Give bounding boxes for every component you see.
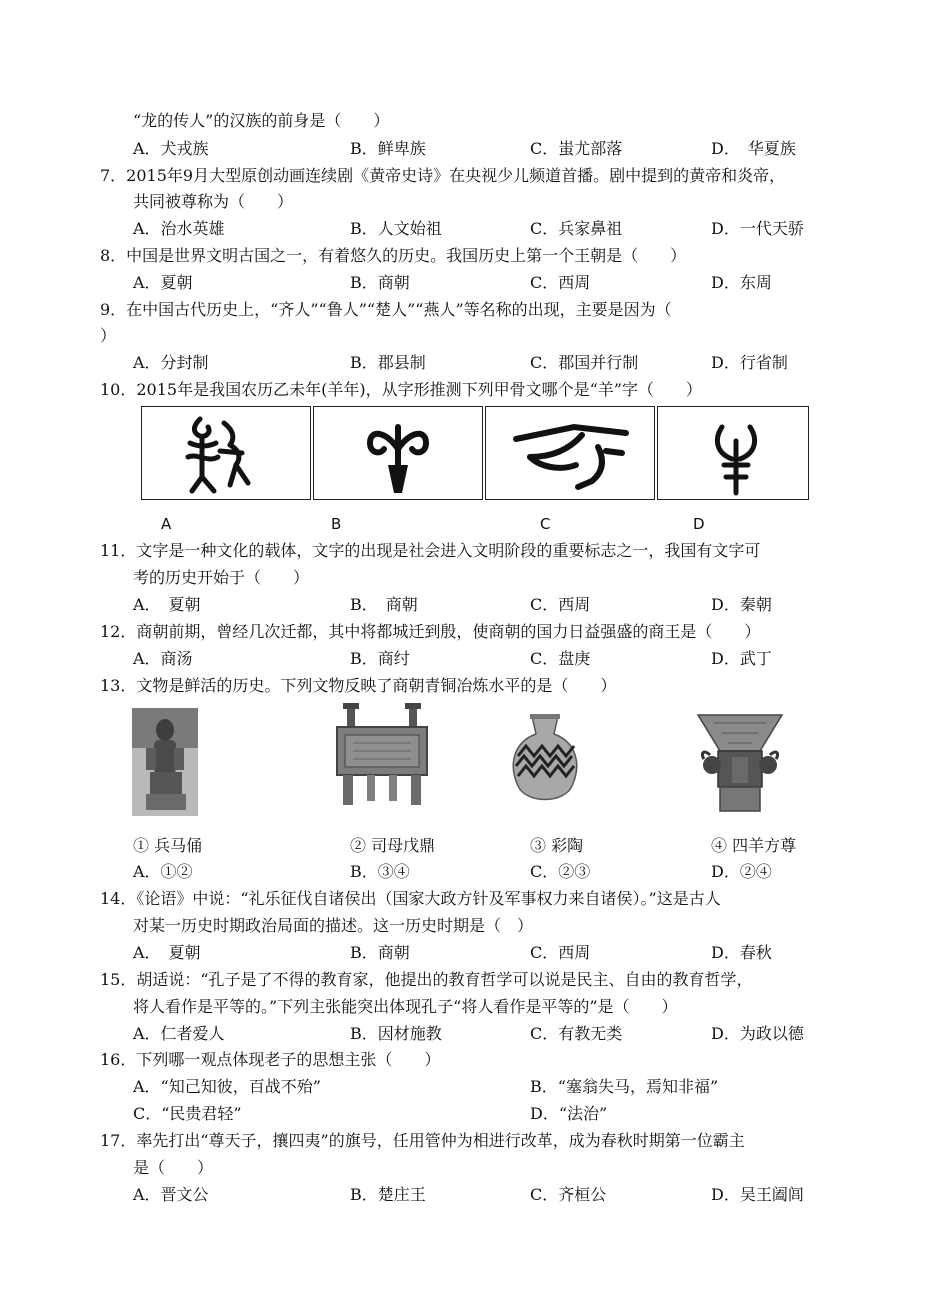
q15-stem-line2: 将人看作是平等的。”下列主张能突出体现孔子“将人看作是平等的”是（ ） — [133, 997, 678, 1016]
q13-stem: 13．文物是鲜活的历史。下列文物反映了商朝青铜冶炼水平的是（ ） — [100, 676, 617, 695]
q16-option-b[interactable]: B．“塞翁失马，焉知非福” — [530, 1077, 719, 1096]
q13-caption-4: ④ 四羊方尊 — [711, 836, 797, 855]
q7-option-a[interactable]: A．治水英雄 — [133, 219, 225, 238]
q8-option-b[interactable]: B．商朝 — [350, 273, 410, 292]
q12-option-d[interactable]: D．武丁 — [711, 649, 772, 668]
oracle-char-frame-b[interactable] — [313, 406, 483, 500]
q7-stem-line1: 7．2015年9月大型原创动画连续剧《黄帝史诗》在央视少儿频道首播。剧中提到的黄帝和炎帝， — [100, 166, 786, 185]
terracotta-warrior-photo — [132, 708, 198, 816]
q15-option-c[interactable]: C．有教无类 — [530, 1024, 623, 1043]
oracle-char-frame-a[interactable] — [141, 406, 311, 500]
q13-option-b[interactable]: B．③④ — [350, 862, 410, 881]
q9-option-b[interactable]: B．郡县制 — [350, 353, 426, 372]
q8-option-d[interactable]: D．东周 — [711, 273, 772, 292]
simuwu-ding-photo — [333, 703, 431, 807]
q16-option-a[interactable]: A．“知己知彼，百战不殆” — [133, 1077, 321, 1096]
q16-stem: 16．下列哪一观点体现老子的思想主张（ ） — [100, 1050, 441, 1069]
q8-stem: 8．中国是世界文明古国之一，有着悠久的历史。我国历史上第一个王朝是（ ） — [100, 246, 687, 265]
q14-option-a[interactable]: A． 夏朝 — [133, 943, 201, 962]
q13-caption-2: ② 司母戊鼎 — [350, 836, 436, 855]
q10-label-a: A — [161, 515, 172, 533]
q7-option-d[interactable]: D．一代天骄 — [711, 219, 804, 238]
q9-stem-line1: 9．在中国古代历史上，“齐人”“鲁人”“楚人”“燕人”等名称的出现，主要是因为（ — [100, 300, 672, 319]
q16-option-c[interactable]: C．“民贵君轻” — [133, 1104, 242, 1123]
q15-option-a[interactable]: A．仁者爱人 — [133, 1024, 225, 1043]
q13-caption-3: ③ 彩陶 — [530, 836, 584, 855]
q10-label-c: C — [540, 515, 551, 533]
oracle-character-c-icon — [486, 407, 654, 499]
q14-option-d[interactable]: D．春秋 — [711, 943, 772, 962]
q9-stem-line2: ） — [100, 326, 117, 345]
q11-stem-line2: 考的历史开始于（ ） — [133, 568, 310, 587]
q12-stem: 12．商朝前期，曾经几次迁都，其中将都城迁到殷，使商朝的国力日益强盛的商王是（ ） — [100, 622, 761, 641]
q15-option-d[interactable]: D．为政以德 — [711, 1024, 804, 1043]
q8-option-c[interactable]: C．西周 — [530, 273, 591, 292]
q7-option-c[interactable]: C．兵家鼻祖 — [530, 219, 623, 238]
q13-caption-1: ① 兵马俑 — [133, 836, 203, 855]
q11-option-c[interactable]: C．西周 — [530, 595, 591, 614]
q14-option-c[interactable]: C．西周 — [530, 943, 591, 962]
q14-stem-line1: 14．《论语》中说：“礼乐征伐自诸侯出（国家大政方针及军事权力来自诸侯）。”这是古人 — [100, 889, 721, 908]
q11-option-d[interactable]: D．秦朝 — [711, 595, 772, 614]
q9-option-a[interactable]: A．分封制 — [133, 353, 209, 372]
q9-option-c[interactable]: C．郡国并行制 — [530, 353, 639, 372]
q17-option-d[interactable]: D．吴王阖闾 — [711, 1185, 804, 1204]
q17-stem-line1: 17．率先打出“尊天子，攘四夷”的旗号，任用管仲为相进行改革，成为春秋时期第一位霸主 — [100, 1131, 745, 1150]
q6-option-a[interactable]: A．犬戎族 — [133, 139, 209, 158]
q11-stem-line1: 11．文字是一种文化的载体，文字的出现是社会进入文明阶段的重要标志之一，我国有文字可 — [100, 541, 761, 560]
q7-option-b[interactable]: B．人文始祖 — [350, 219, 442, 238]
q13-option-c[interactable]: C．②③ — [530, 862, 591, 881]
q12-option-c[interactable]: C．盘庚 — [530, 649, 591, 668]
four-goat-zun-photo — [694, 713, 786, 813]
q6-option-d[interactable]: D． 华夏族 — [711, 139, 796, 158]
q13-option-a[interactable]: A．①② — [133, 862, 193, 881]
q15-stem-line1: 15．胡适说：“孔子是了不得的教育家，他提出的教育哲学可以说是民主、自由的教育哲学， — [100, 970, 753, 989]
q14-stem-line2: 对某一历史时期政治局面的描述。这一历史时期是（ ） — [133, 916, 534, 935]
q17-option-c[interactable]: C．齐桓公 — [530, 1185, 607, 1204]
q11-option-b[interactable]: B． 商朝 — [350, 595, 418, 614]
q13-option-d[interactable]: D．②④ — [711, 862, 772, 881]
q14-option-b[interactable]: B．商朝 — [350, 943, 410, 962]
oracle-char-frame-c[interactable] — [485, 406, 655, 500]
q6-stem: “龙的传人”的汉族的前身是（ ） — [133, 111, 390, 130]
q15-option-b[interactable]: B．因材施教 — [350, 1024, 442, 1043]
oracle-character-d-icon — [658, 407, 808, 499]
q10-stem: 10．2015年是我国农历乙未年(羊年)，从字形推测下列甲骨文哪个是“羊”字（ ） — [100, 380, 702, 399]
oracle-char-frame-d[interactable] — [657, 406, 809, 500]
painted-pottery-photo — [506, 712, 584, 812]
q10-label-b: B — [331, 515, 342, 533]
q6-option-c[interactable]: C．蚩尤部落 — [530, 139, 623, 158]
q9-option-d[interactable]: D．行省制 — [711, 353, 788, 372]
q11-option-a[interactable]: A． 夏朝 — [133, 595, 201, 614]
q8-option-a[interactable]: A．夏朝 — [133, 273, 193, 292]
q16-option-d[interactable]: D．“法治” — [530, 1104, 608, 1123]
q10-label-d: D — [693, 515, 705, 533]
q12-option-a[interactable]: A．商汤 — [133, 649, 193, 668]
q12-option-b[interactable]: B．商纣 — [350, 649, 410, 668]
q17-stem-line2: 是（ ） — [133, 1158, 214, 1177]
q7-stem-line2: 共同被尊称为（ ） — [133, 192, 294, 211]
q6-option-b[interactable]: B．鲜卑族 — [350, 139, 426, 158]
oracle-character-b-icon — [314, 407, 482, 499]
q17-option-b[interactable]: B．楚庄王 — [350, 1185, 426, 1204]
q17-option-a[interactable]: A．晋文公 — [133, 1185, 209, 1204]
oracle-character-a-icon — [142, 407, 310, 499]
